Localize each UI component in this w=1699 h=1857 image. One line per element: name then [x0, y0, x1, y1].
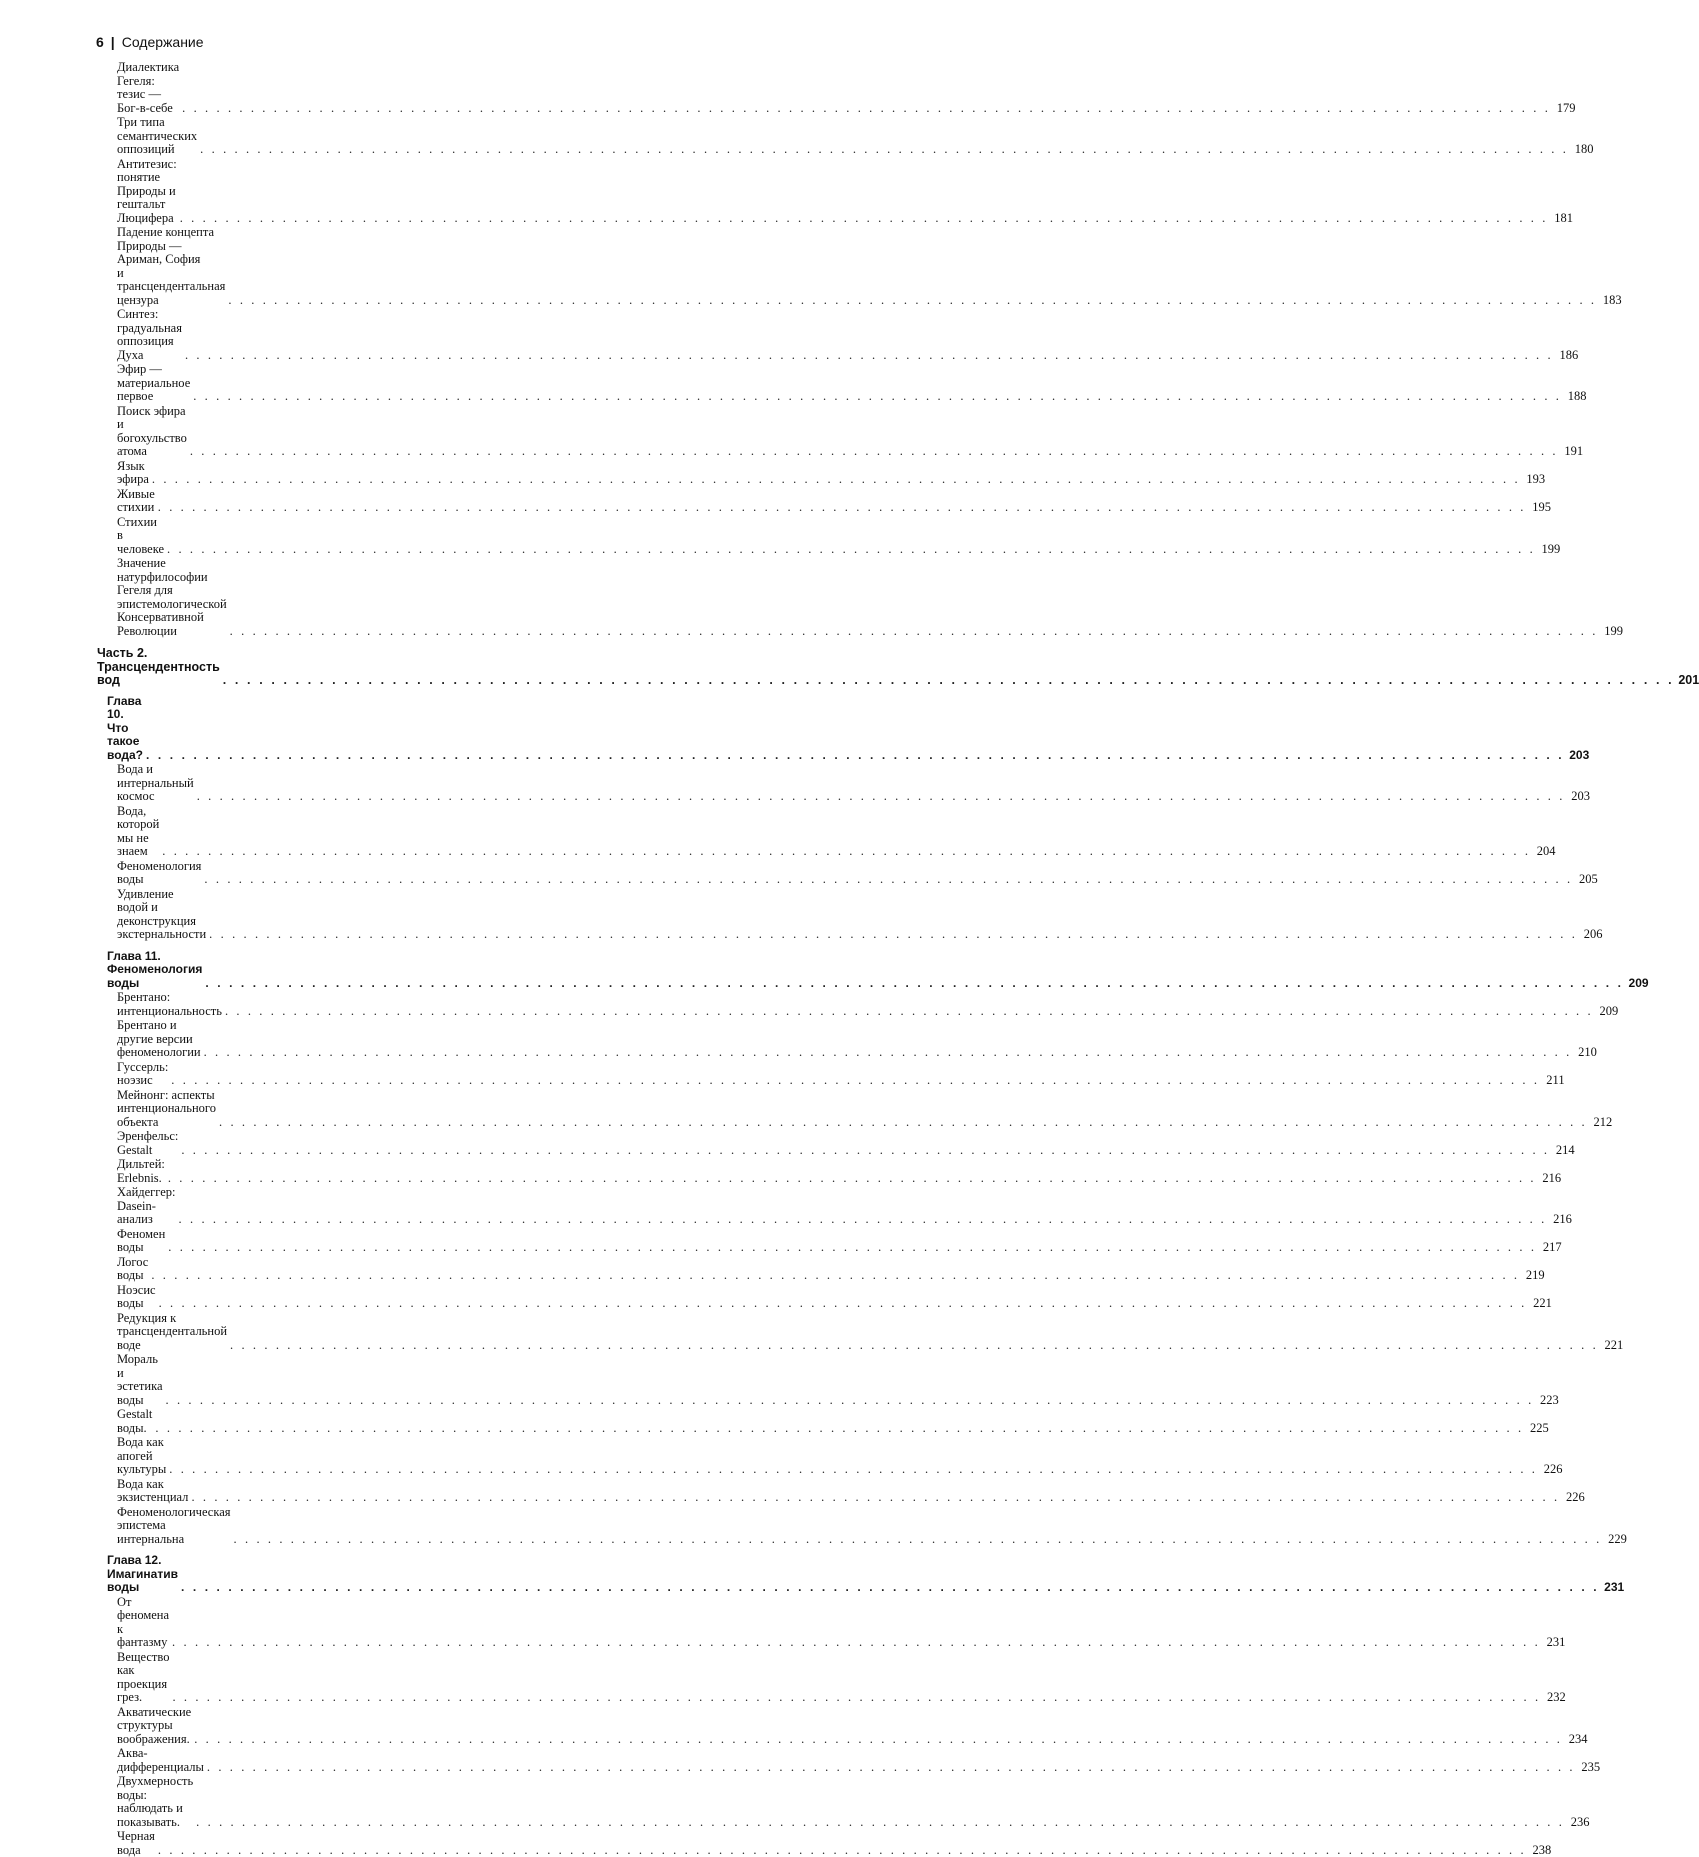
- running-header: [96, 34, 204, 50]
- toc-entry-title: Логос воды: [117, 1256, 148, 1283]
- toc-entry-page: 217: [1540, 1241, 1562, 1255]
- toc-entry-page: 211: [1543, 1074, 1565, 1088]
- toc-entry-title: Антитезис: понятие Природы и гештальт Люцифера: [117, 158, 177, 226]
- dot-leader: . . . . . . . . . . . . . . . . . . . . . . . . . . . . . . . . . . . . . . . . . . . . . . . . . . . . . . . . . . . . . . . . . . . . . . . . . . . . . . . . . . . . . . . . . . . . . . . . . . . . . . . . . . . . . . . . . . . . . . . .: [204, 1046, 1572, 1060]
- dot-leader: . . . . . . . . . . . . . . . . . . . . . . . . . . . . . . . . . . . . . . . . . . . . . . . . . . . . . . . . . . . . . . . . . . . . . . . . . . . . . . . . . . . . . . . . . . . . . . . . . . . . . . . . . . . . . . . . . . . . . . . .: [191, 1491, 1559, 1505]
- dot-leader: . . . . . . . . . . . . . . . . . . . . . . . . . . . . . . . . . . . . . . . . . . . . . . . . . . . . . . . . . . . . . . . . . . . . . . . . . . . . . . . . . . . . . . . . . . . . . . . . . . . . . . . . . . . . . . . . . . . . . . . .: [159, 1297, 1527, 1311]
- dot-leader: . . . . . . . . . . . . . . . . . . . . . . . . . . . . . . . . . . . . . . . . . . . . . . . . . . . . . . . . . . . . . . . . . . . . . . . . . . . . . . . . . . . . . . . . . . . . . . . . . . . . . . . . . . . . . . . . . . . . . . . .: [152, 473, 1520, 487]
- toc-entry-title: Стихии в человеке: [117, 516, 164, 557]
- toc-entry-page: 201: [1677, 674, 1699, 688]
- dot-leader: . . . . . . . . . . . . . . . . . . . . . . . . . . . . . . . . . . . . . . . . . . . . . . . . . . . . . . . . . . . . . . . . . . . . . . . . . . . . . . . . . . . . . . . . . . . . . . . . . . . . . . . . . . . . . . . . . . . . . . . .: [158, 1844, 1526, 1857]
- toc-entry-title: Значение натурфилософии Гегеля для эпистемологической Консервативной Революции: [117, 557, 227, 638]
- toc-entry-title: Гуссерль: ноэзис: [117, 1061, 168, 1088]
- toc-entry-page: 188: [1565, 390, 1587, 404]
- toc-entry[interactable]: [0, 362, 600, 404]
- toc-entry-page: 238: [1529, 1844, 1551, 1857]
- toc-entry-title: От феномена к фантазму: [117, 1596, 169, 1650]
- toc-entry[interactable]: [0, 307, 600, 362]
- toc-entry-page: 181: [1551, 212, 1573, 226]
- toc-entry[interactable]: [0, 60, 600, 115]
- toc-entry-title: Аква-дифференциалы: [117, 1747, 204, 1774]
- dot-leader: . . . . . . . . . . . . . . . . . . . . . . . . . . . . . . . . . . . . . . . . . . . . . . . . . . . . . . . . . . . . . . . . . . . . . . . . . . . . . . . . . . . . . . . . . . . . . . . . . . . . . . . . . . . . . . . . . . . . . . . .: [181, 1144, 1549, 1158]
- toc-entry-title: Хайдеггер: Dasein-анализ: [117, 1186, 176, 1227]
- toc-entry[interactable]: [0, 1435, 600, 1477]
- toc-entry-page: 206: [1580, 928, 1602, 942]
- toc-entry-page: 199: [1601, 625, 1623, 639]
- toc-entry-page: 209: [1627, 977, 1649, 991]
- toc-entry[interactable]: [0, 225, 600, 307]
- toc-entry-title: Глава 11. Феноменология воды: [107, 950, 202, 991]
- toc-entry-title: Живые стихии: [117, 488, 155, 515]
- toc-entry-title: Поиск эфира и богохульство атома: [117, 405, 187, 459]
- toc-entry-title: Глава 10. Что такое вода?: [107, 695, 143, 763]
- toc-entry-title: Gestalt воды.: [117, 1408, 152, 1435]
- dot-leader: . . . . . . . . . . . . . . . . . . . . . . . . . . . . . . . . . . . . . . . . . . . . . . . . . . . . . . . . . . . . . . . . . . . . . . . . . . . . . . . . . . . . . . . . . . . . . . . . . . . . . . . . . . . . . . . . . . . . . . . .: [162, 845, 1530, 859]
- toc-entry[interactable]: [0, 1407, 600, 1435]
- toc-entry-page: 186: [1556, 349, 1578, 363]
- toc-entry-title: Синтез: градуальная оппозиция Духа: [117, 308, 182, 362]
- toc-entry[interactable]: [0, 487, 600, 515]
- toc-entry-page: 225: [1527, 1422, 1549, 1436]
- dot-leader: . . . . . . . . . . . . . . . . . . . . . . . . . . . . . . . . . . . . . . . . . . . . . . . . . . . . . . . . . . . . . . . . . . . . . . . . . . . . . . . . . . . . . . . . . . . . . . . . . . . . . . . . . . . . . . . . . . . . . . . .: [169, 1463, 1537, 1477]
- toc-entry[interactable]: [0, 1505, 600, 1547]
- table-of-contents: [0, 60, 600, 1857]
- dot-leader: . . . . . . . . . . . . . . . . . . . . . . . . . . . . . . . . . . . . . . . . . . . . . . . . . . . . . . . . . . . . . . . . . . . . . . . . . . . . . . . . . . . . . . . . . . . . . . . . . . . . . . . . . . . . . . . . . . . . . . . .: [230, 1339, 1598, 1353]
- toc-entry[interactable]: [0, 1311, 600, 1353]
- dot-leader: . . . . . . . . . . . . . . . . . . . . . . . . . . . . . . . . . . . . . . . . . . . . . . . . . . . . . . . . . . . . . . . . . . . . . . . . . . . . . . . . . . . . . . . . . . . . . . . . . . . . . . . . . . . . . . . . . . . . . . . .: [166, 1394, 1534, 1408]
- toc-entry-title: Вода как апогей культуры: [117, 1436, 166, 1477]
- toc-entry-page: 223: [1537, 1394, 1559, 1408]
- toc-entry[interactable]: [0, 1157, 600, 1185]
- toc-entry[interactable]: [0, 1060, 600, 1088]
- toc-entry[interactable]: [0, 1829, 600, 1857]
- dot-leader: . . . . . . . . . . . . . . . . . . . . . . . . . . . . . . . . . . . . . . . . . . . . . . . . . . . . . . . . . . . . . . . . . . . . . . . . . . . . . . . . . . . . . . . . . . . . . . . . . . . . . . . . . . . . . . . . . . . . . . . .: [167, 543, 1535, 557]
- dot-leader: . . . . . . . . . . . . . . . . . . . . . . . . . . . . . . . . . . . . . . . . . . . . . . . . . . . . . . . . . . . . . . . . . . . . . . . . . . . . . . . . . . . . . . . . . . . . . . . . . . . . . . . . . . . . . . . . . . . . . . . .: [172, 1691, 1540, 1705]
- dot-leader: . . . . . . . . . . . . . . . . . . . . . . . . . . . . . . . . . . . . . . . . . . . . . . . . . . . . . . . . . . . . . . . . . . . . . . . . . . . . . . . . . . . . . . . . . . . . . . . . . . . . . . . . . . . . . . . . . . . . . . . .: [185, 349, 1553, 363]
- toc-entry-title: Вещество как проекция грез.: [117, 1651, 169, 1705]
- toc-entry-title: Удивление водой и деконструкция экстернальности: [117, 888, 206, 942]
- dot-leader: . . . . . . . . . . . . . . . . . . . . . . . . . . . . . . . . . . . . . . . . . . . . . . . . . . . . . . . . . . . . . . . . . . . . . . . . . . . . . . . . . . . . . . . . . . . . . . . . . . . . . . . . . . . . . . . . . . . . . . . .: [158, 501, 1526, 515]
- dot-leader: . . . . . . . . . . . . . . . . . . . . . . . . . . . . . . . . . . . . . . . . . . . . . . . . . . . . . . . . . . . . . . . . . . . . . . . . . . . . . . . . . . . . . . . . . . . . . . . . . . . . . . . . . . . . . . . . . . . . . . . .: [207, 1761, 1575, 1775]
- toc-entry-title: Язык эфира: [117, 460, 149, 487]
- toc-entry-page: 180: [1571, 143, 1593, 157]
- toc-entry[interactable]: [0, 887, 600, 942]
- toc-entry-page: 235: [1578, 1761, 1600, 1775]
- toc-entry[interactable]: [0, 859, 600, 887]
- toc-entry[interactable]: [0, 515, 600, 557]
- dot-leader: . . . . . . . . . . . . . . . . . . . . . . . . . . . . . . . . . . . . . . . . . . . . . . . . . . . . . . . . . . . . . . . . . . . . . . . . . . . . . . . . . . . . . . . . . . . . . . . . . . . . . . . . . . . . . . . . . . . . . . . .: [146, 749, 1564, 763]
- toc-entry-title: Мейнонг: аспекты интенционального объекта: [117, 1089, 216, 1130]
- toc-entry-page: 229: [1605, 1533, 1627, 1547]
- toc-entry-title: Черная вода: [117, 1830, 155, 1857]
- toc-entry-page: 226: [1563, 1491, 1585, 1505]
- toc-part-heading[interactable]: [0, 646, 600, 688]
- toc-entry-page: 179: [1553, 102, 1575, 116]
- toc-entry-page: 236: [1567, 1816, 1589, 1830]
- dot-leader: . . . . . . . . . . . . . . . . . . . . . . . . . . . . . . . . . . . . . . . . . . . . . . . . . . . . . . . . . . . . . . . . . . . . . . . . . . . . . . . . . . . . . . . . . . . . . . . . . . . . . . . . . . . . . . . . . . . . . . . .: [205, 977, 1623, 991]
- toc-entry-page: 231: [1543, 1636, 1565, 1650]
- toc-entry[interactable]: [0, 1746, 600, 1774]
- toc-entry-page: 191: [1561, 445, 1583, 459]
- toc-entry-title: Феномен воды: [117, 1228, 165, 1255]
- toc-entry[interactable]: [0, 1774, 600, 1829]
- toc-entry-title: Вода и интернальный космос: [117, 763, 194, 804]
- toc-entry-page: 234: [1566, 1733, 1588, 1747]
- toc-entry[interactable]: [0, 990, 600, 1018]
- toc-entry[interactable]: [0, 1185, 600, 1227]
- toc-entry[interactable]: [0, 1477, 600, 1505]
- toc-entry[interactable]: [0, 115, 600, 157]
- toc-entry-page: 203: [1567, 749, 1589, 763]
- toc-chapter-heading[interactable]: [0, 694, 600, 763]
- toc-entry[interactable]: [0, 804, 600, 859]
- toc-entry-title: Мораль и эстетика воды: [117, 1353, 163, 1407]
- toc-entry-page: 221: [1601, 1339, 1623, 1353]
- toc-entry-title: Феноменология воды: [117, 860, 201, 887]
- toc-entry-page: 214: [1553, 1144, 1575, 1158]
- toc-entry-page: 231: [1602, 1581, 1624, 1595]
- toc-entry-title: Диалектика Гегеля: тезис — Бог-в-себе: [117, 61, 179, 115]
- page-number: 6: [96, 34, 104, 50]
- toc-entry-page: 199: [1538, 543, 1560, 557]
- toc-entry-page: 209: [1596, 1005, 1618, 1019]
- toc-entry[interactable]: [0, 1650, 600, 1705]
- dot-leader: . . . . . . . . . . . . . . . . . . . . . . . . . . . . . . . . . . . . . . . . . . . . . . . . . . . . . . . . . . . . . . . . . . . . . . . . . . . . . . . . . . . . . . . . . . . . . . . . . . . . . . . . . . . . . . . . . . . . . . . .: [155, 1422, 1523, 1436]
- toc-entry[interactable]: [0, 1255, 600, 1283]
- dot-leader: . . . . . . . . . . . . . . . . . . . . . . . . . . . . . . . . . . . . . . . . . . . . . . . . . . . . . . . . . . . . . . . . . . . . . . . . . . . . . . . . . . . . . . . . . . . . . . . . . . . . . . . . . . . . . . . . . . . . . . . .: [223, 674, 1674, 688]
- dot-leader: . . . . . . . . . . . . . . . . . . . . . . . . . . . . . . . . . . . . . . . . . . . . . . . . . . . . . . . . . . . . . . . . . . . . . . . . . . . . . . . . . . . . . . . . . . . . . . . . . . . . . . . . . . . . . . . . . . . . . . . .: [172, 1636, 1540, 1650]
- toc-entry-title: Часть 2. Трансцендентность вод: [97, 647, 220, 688]
- toc-entry-page: 195: [1529, 501, 1551, 515]
- dot-leader: . . . . . . . . . . . . . . . . . . . . . . . . . . . . . . . . . . . . . . . . . . . . . . . . . . . . . . . . . . . . . . . . . . . . . . . . . . . . . . . . . . . . . . . . . . . . . . . . . . . . . . . . . . . . . . . . . . . . . . . .: [204, 873, 1572, 887]
- toc-entry[interactable]: [0, 1018, 600, 1060]
- dot-leader: . . . . . . . . . . . . . . . . . . . . . . . . . . . . . . . . . . . . . . . . . . . . . . . . . . . . . . . . . . . . . . . . . . . . . . . . . . . . . . . . . . . . . . . . . . . . . . . . . . . . . . . . . . . . . . . . . . . . . . . .: [171, 1074, 1539, 1088]
- dot-leader: . . . . . . . . . . . . . . . . . . . . . . . . . . . . . . . . . . . . . . . . . . . . . . . . . . . . . . . . . . . . . . . . . . . . . . . . . . . . . . . . . . . . . . . . . . . . . . . . . . . . . . . . . . . . . . . . . . . . . . . .: [168, 1172, 1536, 1186]
- toc-entry-page: 212: [1590, 1116, 1612, 1130]
- toc-entry-page: 216: [1539, 1172, 1561, 1186]
- toc-chapter-heading[interactable]: [0, 1553, 600, 1595]
- toc-entry[interactable]: [0, 556, 600, 638]
- toc-entry-title: Дильтей: Erlebnis.: [117, 1158, 165, 1185]
- toc-entry-page: 205: [1576, 873, 1598, 887]
- toc-entry-page: 219: [1523, 1269, 1545, 1283]
- toc-entry-title: Ноэсис воды: [117, 1284, 156, 1311]
- toc-entry-title: Брентано: интенциональность: [117, 991, 222, 1018]
- dot-leader: . . . . . . . . . . . . . . . . . . . . . . . . . . . . . . . . . . . . . . . . . . . . . . . . . . . . . . . . . . . . . . . . . . . . . . . . . . . . . . . . . . . . . . . . . . . . . . . . . . . . . . . . . . . . . . . . . . . . . . . .: [193, 390, 1561, 404]
- toc-entry-title: Редукция к трансцендентальной воде: [117, 1312, 227, 1353]
- toc-entry[interactable]: [0, 1129, 600, 1157]
- toc-entry-title: Глава 12. Имагинатив воды: [107, 1554, 178, 1595]
- dot-leader: . . . . . . . . . . . . . . . . . . . . . . . . . . . . . . . . . . . . . . . . . . . . . . . . . . . . . . . . . . . . . . . . . . . . . . . . . . . . . . . . . . . . . . . . . . . . . . . . . . . . . . . . . . . . . . . . . . . . . . . .: [209, 928, 1577, 942]
- toc-entry-title: Вода как экзистенциал: [117, 1478, 188, 1505]
- dot-leader: . . . . . . . . . . . . . . . . . . . . . . . . . . . . . . . . . . . . . . . . . . . . . . . . . . . . . . . . . . . . . . . . . . . . . . . . . . . . . . . . . . . . . . . . . . . . . . . . . . . . . . . . . . . . . . . . . . . . . . . .: [197, 790, 1565, 804]
- toc-entry-page: 216: [1550, 1213, 1572, 1227]
- toc-entry-page: 226: [1541, 1463, 1563, 1477]
- toc-entry[interactable]: [0, 1088, 600, 1130]
- dot-leader: . . . . . . . . . . . . . . . . . . . . . . . . . . . . . . . . . . . . . . . . . . . . . . . . . . . . . . . . . . . . . . . . . . . . . . . . . . . . . . . . . . . . . . . . . . . . . . . . . . . . . . . . . . . . . . . . . . . . . . . .: [194, 1733, 1562, 1747]
- header-separator: |: [111, 34, 115, 50]
- dot-leader: . . . . . . . . . . . . . . . . . . . . . . . . . . . . . . . . . . . . . . . . . . . . . . . . . . . . . . . . . . . . . . . . . . . . . . . . . . . . . . . . . . . . . . . . . . . . . . . . . . . . . . . . . . . . . . . . . . . . . . . .: [190, 445, 1558, 459]
- toc-entry[interactable]: [0, 459, 600, 487]
- toc-entry-page: 210: [1575, 1046, 1597, 1060]
- toc-entry-page: 203: [1568, 790, 1590, 804]
- toc-entry[interactable]: [0, 1595, 600, 1650]
- toc-entry[interactable]: [0, 404, 600, 459]
- toc-entry-title: Падение концепта Природы — Ариман, София и трансцендентальная цензура: [117, 226, 225, 307]
- toc-entry[interactable]: [0, 1283, 600, 1311]
- toc-entry-page: 183: [1600, 294, 1622, 308]
- dot-leader: . . . . . . . . . . . . . . . . . . . . . . . . . . . . . . . . . . . . . . . . . . . . . . . . . . . . . . . . . . . . . . . . . . . . . . . . . . . . . . . . . . . . . . . . . . . . . . . . . . . . . . . . . . . . . . . . . . . . . . . .: [200, 143, 1568, 157]
- dot-leader: . . . . . . . . . . . . . . . . . . . . . . . . . . . . . . . . . . . . . . . . . . . . . . . . . . . . . . . . . . . . . . . . . . . . . . . . . . . . . . . . . . . . . . . . . . . . . . . . . . . . . . . . . . . . . . . . . . . . . . . .: [234, 1533, 1602, 1547]
- toc-entry-page: 204: [1534, 845, 1556, 859]
- toc-entry[interactable]: [0, 157, 600, 226]
- toc-entry-title: Эренфельс: Gestalt: [117, 1130, 178, 1157]
- toc-entry-title: Брентано и другие версии феноменологии: [117, 1019, 201, 1060]
- dot-leader: . . . . . . . . . . . . . . . . . . . . . . . . . . . . . . . . . . . . . . . . . . . . . . . . . . . . . . . . . . . . . . . . . . . . . . . . . . . . . . . . . . . . . . . . . . . . . . . . . . . . . . . . . . . . . . . . . . . . . . . .: [219, 1116, 1587, 1130]
- dot-leader: . . . . . . . . . . . . . . . . . . . . . . . . . . . . . . . . . . . . . . . . . . . . . . . . . . . . . . . . . . . . . . . . . . . . . . . . . . . . . . . . . . . . . . . . . . . . . . . . . . . . . . . . . . . . . . . . . . . . . . . .: [151, 1269, 1519, 1283]
- dot-leader: . . . . . . . . . . . . . . . . . . . . . . . . . . . . . . . . . . . . . . . . . . . . . . . . . . . . . . . . . . . . . . . . . . . . . . . . . . . . . . . . . . . . . . . . . . . . . . . . . . . . . . . . . . . . . . . . . . . . . . . .: [182, 102, 1550, 116]
- section-title: Содержание: [122, 34, 204, 50]
- toc-entry-title: Акватические структуры воображения.: [117, 1706, 191, 1747]
- dot-leader: . . . . . . . . . . . . . . . . . . . . . . . . . . . . . . . . . . . . . . . . . . . . . . . . . . . . . . . . . . . . . . . . . . . . . . . . . . . . . . . . . . . . . . . . . . . . . . . . . . . . . . . . . . . . . . . . . . . . . . . .: [168, 1241, 1536, 1255]
- toc-entry-title: Двухмерность воды: наблюдать и показывать.: [117, 1775, 193, 1829]
- toc-entry[interactable]: [0, 1352, 600, 1407]
- dot-leader: . . . . . . . . . . . . . . . . . . . . . . . . . . . . . . . . . . . . . . . . . . . . . . . . . . . . . . . . . . . . . . . . . . . . . . . . . . . . . . . . . . . . . . . . . . . . . . . . . . . . . . . . . . . . . . . . . . . . . . . .: [180, 212, 1548, 226]
- dot-leader: . . . . . . . . . . . . . . . . . . . . . . . . . . . . . . . . . . . . . . . . . . . . . . . . . . . . . . . . . . . . . . . . . . . . . . . . . . . . . . . . . . . . . . . . . . . . . . . . . . . . . . . . . . . . . . . . . . . . . . . .: [225, 1005, 1593, 1019]
- dot-leader: . . . . . . . . . . . . . . . . . . . . . . . . . . . . . . . . . . . . . . . . . . . . . . . . . . . . . . . . . . . . . . . . . . . . . . . . . . . . . . . . . . . . . . . . . . . . . . . . . . . . . . . . . . . . . . . . . . . . . . . .: [230, 625, 1598, 639]
- toc-entry-page: 193: [1523, 473, 1545, 487]
- dot-leader: . . . . . . . . . . . . . . . . . . . . . . . . . . . . . . . . . . . . . . . . . . . . . . . . . . . . . . . . . . . . . . . . . . . . . . . . . . . . . . . . . . . . . . . . . . . . . . . . . . . . . . . . . . . . . . . . . . . . . . . .: [196, 1816, 1564, 1830]
- toc-entry-title: Эфир — материальное первое: [117, 363, 190, 404]
- toc-entry-page: 232: [1544, 1691, 1566, 1705]
- toc-entry[interactable]: [0, 1227, 600, 1255]
- dot-leader: . . . . . . . . . . . . . . . . . . . . . . . . . . . . . . . . . . . . . . . . . . . . . . . . . . . . . . . . . . . . . . . . . . . . . . . . . . . . . . . . . . . . . . . . . . . . . . . . . . . . . . . . . . . . . . . . . . . . . . . .: [228, 294, 1596, 308]
- dot-leader: . . . . . . . . . . . . . . . . . . . . . . . . . . . . . . . . . . . . . . . . . . . . . . . . . . . . . . . . . . . . . . . . . . . . . . . . . . . . . . . . . . . . . . . . . . . . . . . . . . . . . . . . . . . . . . . . . . . . . . . .: [179, 1213, 1547, 1227]
- toc-entry-title: Феноменологическая эпистема интернальна: [117, 1506, 231, 1547]
- toc-entry[interactable]: [0, 1705, 600, 1747]
- toc-entry[interactable]: [0, 762, 600, 804]
- toc-chapter-heading[interactable]: [0, 949, 600, 991]
- toc-entry-title: Вода, которой мы не знаем: [117, 805, 159, 859]
- toc-entry-title: Три типа семантических оппозиций: [117, 116, 197, 157]
- dot-leader: . . . . . . . . . . . . . . . . . . . . . . . . . . . . . . . . . . . . . . . . . . . . . . . . . . . . . . . . . . . . . . . . . . . . . . . . . . . . . . . . . . . . . . . . . . . . . . . . . . . . . . . . . . . . . . . . . . . . . . . .: [181, 1581, 1599, 1595]
- toc-entry-page: 221: [1530, 1297, 1552, 1311]
